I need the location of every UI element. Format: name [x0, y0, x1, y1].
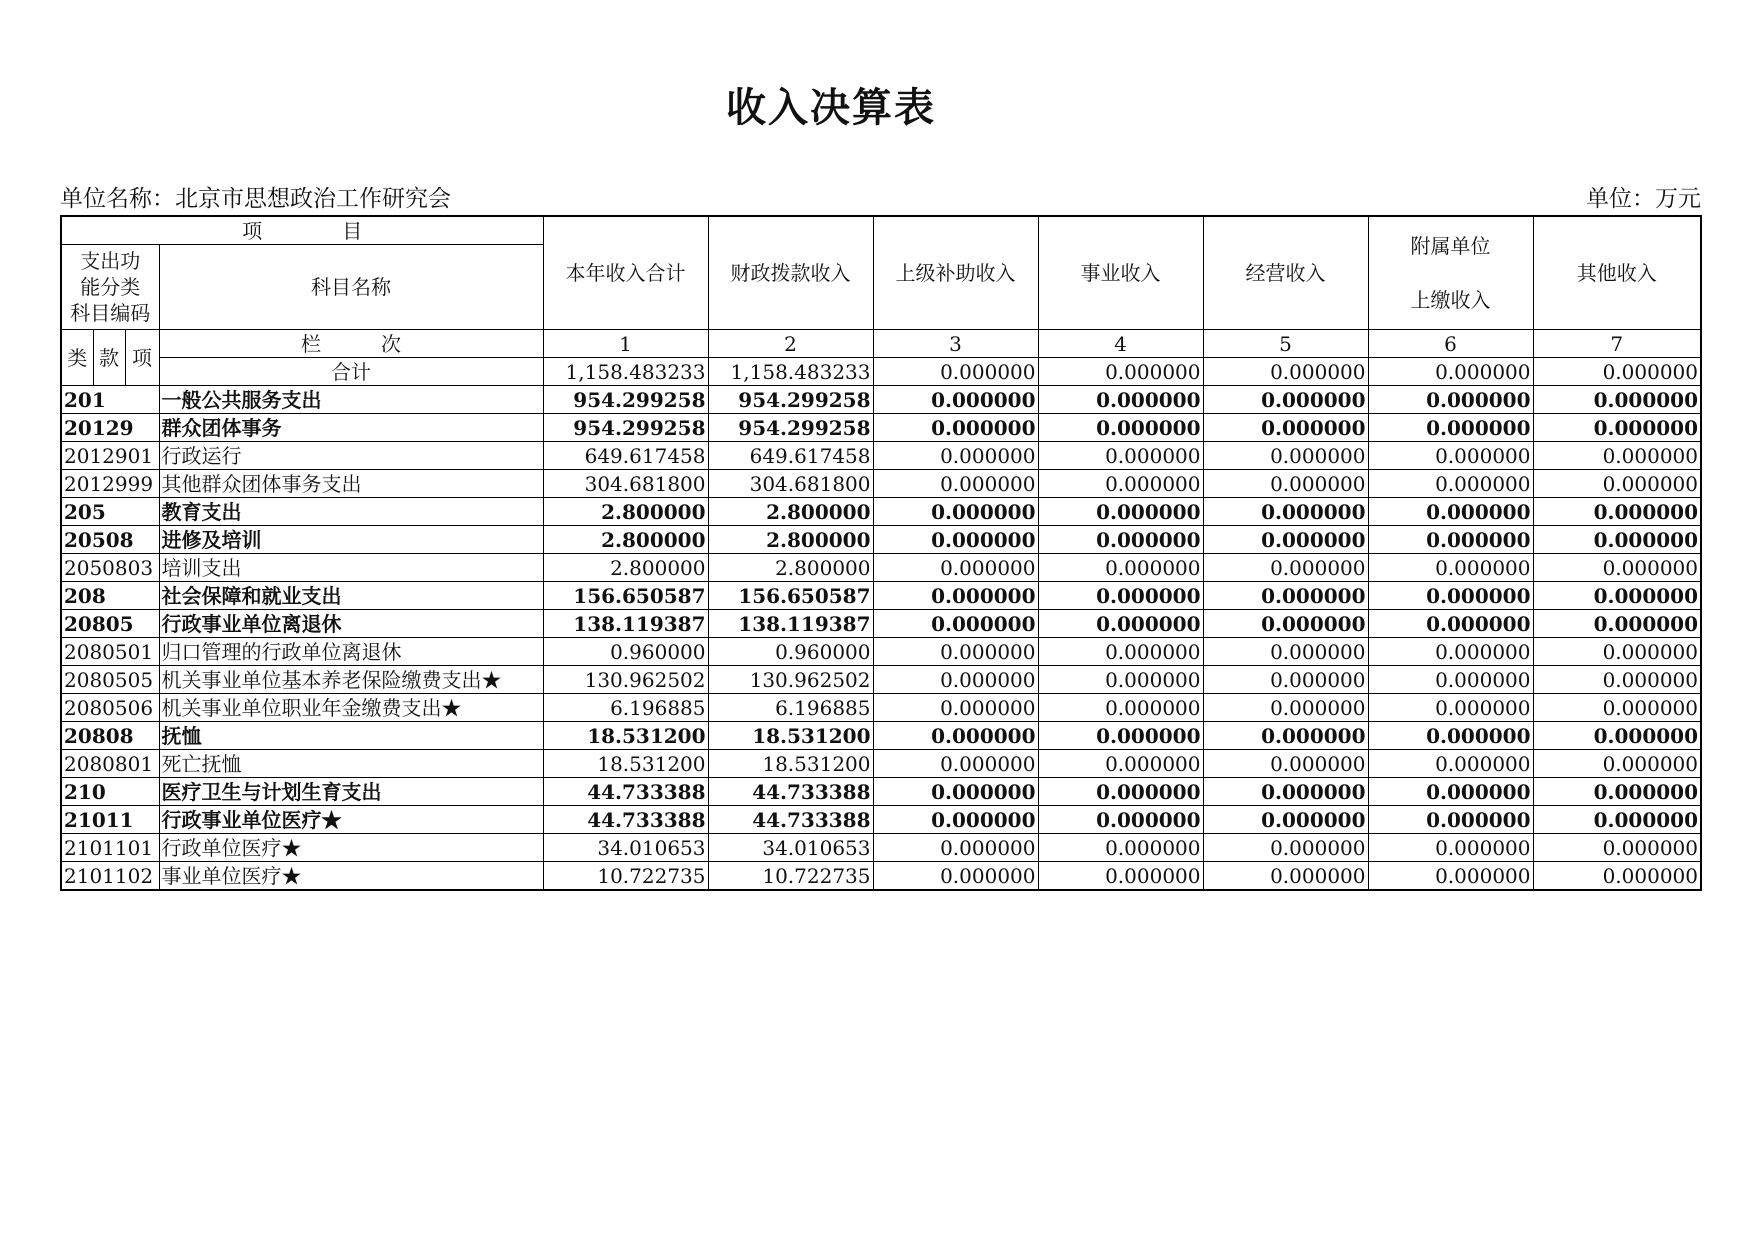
subject-code: 2012999 [61, 470, 159, 498]
value-cell: 0.000000 [1533, 386, 1701, 414]
value-cell: 34.010653 [543, 834, 708, 862]
value-cell: 0.000000 [1368, 750, 1533, 778]
income-final-accounts-table [60, 215, 1702, 891]
code-header: 支出功 能分类 科目编码 [61, 245, 159, 330]
value-cell: 0.960000 [543, 638, 708, 666]
subject-name: 其他群众团体事务支出 [159, 470, 543, 498]
item-header: 项 目 [61, 216, 543, 245]
value-cell: 18.531200 [708, 750, 873, 778]
value-cell: 0.000000 [1533, 750, 1701, 778]
value-cell: 0.000000 [1533, 470, 1701, 498]
subject-name: 医疗卫生与计划生育支出 [159, 778, 543, 806]
value-cell: 6.196885 [708, 694, 873, 722]
value-cell: 0.000000 [873, 498, 1038, 526]
subject-code: 2050803 [61, 554, 159, 582]
value-cell: 0.000000 [1038, 582, 1203, 610]
total-cell: 1,158.483233 [708, 358, 873, 386]
value-cell: 304.681800 [708, 470, 873, 498]
value-cell: 0.000000 [1368, 526, 1533, 554]
subject-code: 210 [61, 778, 159, 806]
value-cell: 0.000000 [873, 694, 1038, 722]
column-index-label: 栏 次 [159, 330, 543, 358]
value-cell: 0.000000 [1203, 470, 1368, 498]
value-cell: 0.000000 [873, 414, 1038, 442]
value-cell: 0.000000 [873, 722, 1038, 750]
value-cell: 0.000000 [873, 806, 1038, 834]
value-cell: 0.000000 [873, 862, 1038, 891]
value-cell: 0.000000 [1203, 414, 1368, 442]
subject-name: 一般公共服务支出 [159, 386, 543, 414]
value-cell: 130.962502 [708, 666, 873, 694]
value-cell: 18.531200 [708, 722, 873, 750]
col-header-4: 事业收入 [1038, 216, 1203, 330]
subject-name: 行政事业单位离退休 [159, 610, 543, 638]
subject-name: 群众团体事务 [159, 414, 543, 442]
table-row [61, 806, 1701, 834]
total-cell: 1,158.483233 [543, 358, 708, 386]
value-cell: 0.000000 [1533, 862, 1701, 891]
value-cell: 34.010653 [708, 834, 873, 862]
subject-name: 行政单位医疗★ [159, 834, 543, 862]
value-cell: 0.000000 [1533, 498, 1701, 526]
unit-label: 单位：万元 [1586, 186, 1701, 212]
value-cell: 138.119387 [543, 610, 708, 638]
table-row [61, 638, 1701, 666]
subject-name: 死亡抚恤 [159, 750, 543, 778]
value-cell: 0.000000 [1038, 834, 1203, 862]
subject-name-header: 科目名称 [159, 245, 543, 330]
value-cell: 0.000000 [1533, 582, 1701, 610]
table-row [61, 470, 1701, 498]
subject-name: 抚恤 [159, 722, 543, 750]
table-row [61, 750, 1701, 778]
col-header-5: 经营收入 [1203, 216, 1368, 330]
value-cell: 0.000000 [1203, 526, 1368, 554]
table-row [61, 722, 1701, 750]
value-cell: 0.000000 [1038, 750, 1203, 778]
value-cell: 304.681800 [543, 470, 708, 498]
value-cell: 0.000000 [1533, 526, 1701, 554]
value-cell: 0.000000 [1368, 386, 1533, 414]
col-header-2: 财政拨款收入 [708, 216, 873, 330]
value-cell: 0.000000 [1038, 610, 1203, 638]
value-cell: 0.000000 [1038, 666, 1203, 694]
value-cell: 0.000000 [1368, 722, 1533, 750]
value-cell: 954.299258 [708, 386, 873, 414]
value-cell: 130.962502 [543, 666, 708, 694]
subject-code: 208 [61, 582, 159, 610]
value-cell: 0.000000 [1533, 834, 1701, 862]
value-cell: 0.000000 [873, 526, 1038, 554]
subject-name: 培训支出 [159, 554, 543, 582]
value-cell: 0.000000 [1203, 862, 1368, 891]
table-row [61, 386, 1701, 414]
subject-name: 行政事业单位医疗★ [159, 806, 543, 834]
table-row [61, 526, 1701, 554]
value-cell: 0.000000 [1038, 554, 1203, 582]
value-cell: 954.299258 [543, 386, 708, 414]
value-cell: 0.000000 [1203, 778, 1368, 806]
value-cell: 10.722735 [708, 862, 873, 891]
value-cell: 0.000000 [1533, 666, 1701, 694]
value-cell: 0.000000 [1203, 442, 1368, 470]
value-cell: 0.000000 [873, 470, 1038, 498]
value-cell: 0.000000 [1533, 722, 1701, 750]
total-row [61, 358, 1701, 386]
value-cell: 0.000000 [1038, 722, 1203, 750]
value-cell: 0.000000 [1038, 386, 1203, 414]
subject-code: 20508 [61, 526, 159, 554]
value-cell: 0.000000 [1368, 806, 1533, 834]
value-cell: 954.299258 [543, 414, 708, 442]
value-cell: 0.000000 [1203, 498, 1368, 526]
value-cell: 44.733388 [543, 778, 708, 806]
value-cell: 0.000000 [1038, 414, 1203, 442]
value-cell: 0.000000 [1368, 694, 1533, 722]
table-row [61, 666, 1701, 694]
value-cell: 10.722735 [543, 862, 708, 891]
total-label: 合计 [159, 358, 543, 386]
subject-code: 2080801 [61, 750, 159, 778]
value-cell: 0.000000 [1533, 554, 1701, 582]
value-cell: 0.000000 [1533, 778, 1701, 806]
subject-name: 事业单位医疗★ [159, 862, 543, 891]
value-cell: 649.617458 [543, 442, 708, 470]
col-index-5: 5 [1203, 330, 1368, 358]
subject-name: 进修及培训 [159, 526, 543, 554]
table-row [61, 862, 1701, 891]
kuan-header: 款 [93, 330, 125, 386]
value-cell: 0.000000 [1038, 442, 1203, 470]
index-row [61, 330, 1701, 358]
page-title: 收入决算表 [726, 85, 936, 131]
value-cell: 0.000000 [1038, 526, 1203, 554]
value-cell: 0.000000 [1038, 778, 1203, 806]
subject-code: 2101102 [61, 862, 159, 891]
value-cell: 2.800000 [543, 498, 708, 526]
total-cell: 0.000000 [1203, 358, 1368, 386]
value-cell: 2.800000 [708, 526, 873, 554]
table-row [61, 582, 1701, 610]
col-index-4: 4 [1038, 330, 1203, 358]
value-cell: 2.800000 [708, 554, 873, 582]
value-cell: 0.000000 [873, 638, 1038, 666]
subject-code: 2101101 [61, 834, 159, 862]
subject-code: 21011 [61, 806, 159, 834]
col-index-7: 7 [1533, 330, 1701, 358]
col-index-6: 6 [1368, 330, 1533, 358]
value-cell: 0.000000 [1368, 498, 1533, 526]
total-cell: 0.000000 [1368, 358, 1533, 386]
xiang-header: 项 [125, 330, 159, 386]
col-header-6: 附属单位 上缴收入 [1368, 216, 1533, 330]
value-cell: 0.000000 [1368, 582, 1533, 610]
value-cell: 0.000000 [873, 610, 1038, 638]
table-row [61, 834, 1701, 862]
value-cell: 0.000000 [1203, 834, 1368, 862]
value-cell: 0.960000 [708, 638, 873, 666]
subject-code: 201 [61, 386, 159, 414]
value-cell: 0.000000 [1203, 666, 1368, 694]
value-cell: 0.000000 [1203, 638, 1368, 666]
value-cell: 156.650587 [708, 582, 873, 610]
col-header-1: 本年收入合计 [543, 216, 708, 330]
value-cell: 0.000000 [873, 554, 1038, 582]
value-cell: 0.000000 [1368, 442, 1533, 470]
col-header-3: 上级补助收入 [873, 216, 1038, 330]
value-cell: 0.000000 [1368, 610, 1533, 638]
value-cell: 0.000000 [1203, 750, 1368, 778]
subject-code: 2080505 [61, 666, 159, 694]
table-row [61, 610, 1701, 638]
value-cell: 0.000000 [873, 442, 1038, 470]
col-header-7: 其他收入 [1533, 216, 1701, 330]
unit-name-label: 单位名称：北京市思想政治工作研究会 [60, 186, 451, 212]
total-cell: 0.000000 [873, 358, 1038, 386]
subject-code: 20808 [61, 722, 159, 750]
subject-code: 2012901 [61, 442, 159, 470]
value-cell: 0.000000 [1203, 806, 1368, 834]
value-cell: 44.733388 [708, 778, 873, 806]
value-cell: 18.531200 [543, 750, 708, 778]
value-cell: 0.000000 [1203, 554, 1368, 582]
value-cell: 0.000000 [1368, 778, 1533, 806]
subject-name: 社会保障和就业支出 [159, 582, 543, 610]
col-index-1: 1 [543, 330, 708, 358]
value-cell: 0.000000 [1533, 610, 1701, 638]
value-cell: 0.000000 [1368, 554, 1533, 582]
value-cell: 0.000000 [1203, 694, 1368, 722]
table-row [61, 694, 1701, 722]
value-cell: 2.800000 [543, 526, 708, 554]
subject-code: 205 [61, 498, 159, 526]
value-cell: 0.000000 [1038, 470, 1203, 498]
subject-code: 2080501 [61, 638, 159, 666]
subject-code: 20805 [61, 610, 159, 638]
table-row [61, 778, 1701, 806]
value-cell: 0.000000 [1533, 806, 1701, 834]
col-index-3: 3 [873, 330, 1038, 358]
subject-name: 教育支出 [159, 498, 543, 526]
table-row [61, 554, 1701, 582]
value-cell: 6.196885 [543, 694, 708, 722]
subject-name: 机关事业单位职业年金缴费支出★ [159, 694, 543, 722]
subject-name: 机关事业单位基本养老保险缴费支出★ [159, 666, 543, 694]
value-cell: 0.000000 [1203, 722, 1368, 750]
value-cell: 2.800000 [543, 554, 708, 582]
value-cell: 0.000000 [1533, 442, 1701, 470]
value-cell: 0.000000 [1038, 694, 1203, 722]
value-cell: 0.000000 [873, 582, 1038, 610]
value-cell: 0.000000 [1368, 666, 1533, 694]
value-cell: 0.000000 [873, 778, 1038, 806]
value-cell: 44.733388 [708, 806, 873, 834]
value-cell: 649.617458 [708, 442, 873, 470]
value-cell: 0.000000 [1368, 834, 1533, 862]
value-cell: 0.000000 [873, 666, 1038, 694]
value-cell: 0.000000 [1368, 470, 1533, 498]
subject-code: 2080506 [61, 694, 159, 722]
total-cell: 0.000000 [1038, 358, 1203, 386]
value-cell: 0.000000 [1203, 386, 1368, 414]
value-cell: 2.800000 [708, 498, 873, 526]
header-row-1 [61, 216, 1701, 245]
subject-code: 20129 [61, 414, 159, 442]
value-cell: 0.000000 [873, 750, 1038, 778]
total-cell: 0.000000 [1533, 358, 1701, 386]
value-cell: 156.650587 [543, 582, 708, 610]
col-index-2: 2 [708, 330, 873, 358]
value-cell: 0.000000 [1038, 806, 1203, 834]
table-row [61, 498, 1701, 526]
value-cell: 0.000000 [1368, 862, 1533, 891]
value-cell: 0.000000 [1368, 414, 1533, 442]
value-cell: 0.000000 [1038, 498, 1203, 526]
table-row [61, 414, 1701, 442]
value-cell: 0.000000 [1038, 638, 1203, 666]
value-cell: 0.000000 [1533, 638, 1701, 666]
subject-name: 归口管理的行政单位离退休 [159, 638, 543, 666]
subject-name: 行政运行 [159, 442, 543, 470]
value-cell: 0.000000 [1203, 610, 1368, 638]
lei-header: 类 [61, 330, 93, 386]
value-cell: 44.733388 [543, 806, 708, 834]
value-cell: 0.000000 [1533, 694, 1701, 722]
value-cell: 954.299258 [708, 414, 873, 442]
value-cell: 0.000000 [1533, 414, 1701, 442]
value-cell: 138.119387 [708, 610, 873, 638]
value-cell: 0.000000 [873, 834, 1038, 862]
table-row [61, 442, 1701, 470]
value-cell: 18.531200 [543, 722, 708, 750]
value-cell: 0.000000 [1368, 638, 1533, 666]
value-cell: 0.000000 [873, 386, 1038, 414]
value-cell: 0.000000 [1038, 862, 1203, 891]
value-cell: 0.000000 [1203, 582, 1368, 610]
